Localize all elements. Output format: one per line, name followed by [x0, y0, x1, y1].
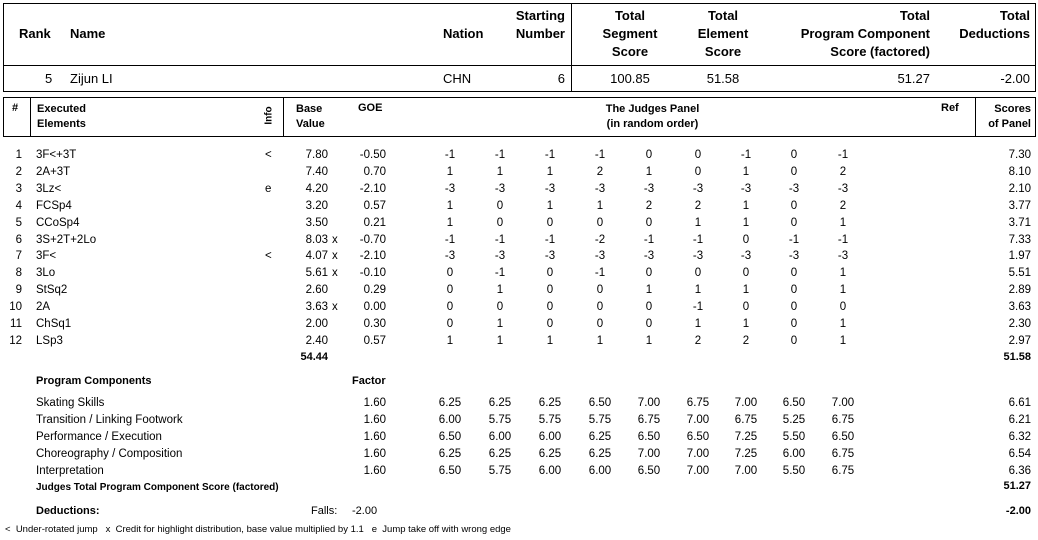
- component-factor: 1.60: [363, 430, 386, 443]
- header-total-segment-score: Total Segment Score: [602, 8, 658, 59]
- element-panel-score: 5.51: [1008, 267, 1031, 280]
- element-goe: 0.57: [363, 199, 386, 212]
- element-panel-score: 3.71: [1008, 216, 1031, 229]
- judge-score: -1: [788, 233, 800, 246]
- judge-score: -1: [740, 149, 752, 161]
- skater-nation: CHN: [443, 71, 472, 86]
- judge-score: 0: [790, 216, 798, 229]
- judge-score: 0: [790, 334, 798, 347]
- judge-score: 0: [645, 301, 653, 314]
- element-base-value: 7.40: [305, 165, 328, 178]
- element-base-value: 3.50: [305, 216, 328, 229]
- element-number: 3: [15, 182, 22, 195]
- judge-score: 0: [546, 301, 554, 314]
- element-base-value: 5.61: [305, 267, 328, 280]
- judge-score: -3: [643, 250, 655, 263]
- judge-score: 1: [839, 267, 847, 280]
- element-number: 12: [9, 334, 22, 347]
- pcs-label: Judges Total Program Component Score (factored): [36, 482, 279, 493]
- header-name: Name: [70, 26, 106, 41]
- judge-score: -3: [494, 250, 506, 263]
- judge-score: 1: [694, 216, 702, 229]
- judge-score: 0: [496, 199, 504, 212]
- component-factor: 1.60: [363, 447, 386, 460]
- element-base-value: 2.00: [305, 318, 328, 330]
- element-code: 2A+3T: [36, 165, 71, 178]
- judge-score: 1: [446, 216, 454, 229]
- judge-score: -3: [444, 250, 456, 263]
- summary-divider: [3, 65, 1036, 66]
- judge-score: -1: [692, 301, 704, 314]
- judge-score: 0: [742, 301, 750, 314]
- deductions-label: Deductions:: [36, 505, 100, 517]
- judge-score: 6.50: [588, 397, 612, 409]
- judge-score: -3: [837, 182, 849, 195]
- element-code: CCoSp4: [36, 216, 80, 229]
- element-goe: 0.00: [363, 301, 386, 314]
- header-rank: Rank: [19, 26, 51, 41]
- elements-score-total: 51.58: [1003, 351, 1031, 363]
- judge-score: 1: [839, 216, 847, 229]
- judge-score: -1: [594, 267, 606, 280]
- judge-score: 0: [742, 267, 750, 280]
- judge-score: 1: [446, 165, 454, 178]
- element-panel-score: 8.10: [1008, 165, 1031, 178]
- element-goe: 0.21: [363, 216, 386, 229]
- element-panel-score: 3.63: [1008, 301, 1031, 314]
- judge-score: 6.25: [438, 447, 462, 460]
- header-judges-panel: The Judges Panel (in random order): [605, 103, 700, 130]
- element-info: e: [265, 182, 272, 195]
- judge-score: 0: [446, 301, 454, 314]
- element-base-value: 3.63: [305, 301, 328, 314]
- judge-score: 6.00: [538, 464, 562, 477]
- element-panel-score: 2.97: [1008, 334, 1031, 347]
- element-info: <: [265, 250, 272, 263]
- judge-score: -1: [444, 149, 456, 161]
- judge-score: 7.25: [734, 447, 758, 460]
- judge-score: 0: [742, 233, 750, 246]
- judge-score: 1: [496, 334, 504, 347]
- judge-score: 0: [645, 318, 653, 330]
- judge-score: 0: [645, 149, 653, 161]
- total-pcs: 51.27: [897, 71, 930, 86]
- element-base-value: 2.40: [305, 334, 328, 347]
- element-panel-score: 1.97: [1008, 250, 1031, 263]
- element-number: 4: [15, 199, 22, 212]
- element-number: 1: [15, 149, 22, 161]
- judge-score: 0: [446, 318, 454, 330]
- element-base-value: 3.20: [305, 199, 328, 212]
- judge-score: 6.75: [637, 413, 661, 426]
- summary-vline: [571, 3, 572, 92]
- judge-score: -3: [594, 250, 606, 263]
- judge-score: 0: [790, 318, 798, 330]
- judge-score: 6.50: [438, 464, 462, 477]
- skater-rank: 5: [45, 71, 53, 86]
- judge-score: 5.25: [782, 413, 806, 426]
- judge-score: -1: [643, 233, 655, 246]
- component-name: Interpretation: [36, 464, 104, 477]
- judge-score: 1: [742, 165, 750, 178]
- judge-score: 0: [694, 165, 702, 178]
- judge-score: -3: [837, 250, 849, 263]
- judge-score: 6.50: [637, 430, 661, 443]
- judge-score: 1: [596, 199, 604, 212]
- element-base-value: 2.60: [305, 284, 328, 297]
- component-panel-score: 6.32: [1008, 430, 1031, 443]
- element-code: ChSq1: [36, 318, 72, 330]
- judge-score: 0: [546, 284, 554, 297]
- judge-score: -1: [594, 149, 606, 161]
- judge-score: 0: [596, 216, 604, 229]
- base-value-total: 54.44: [300, 351, 328, 363]
- judge-score: 6.75: [686, 397, 710, 409]
- component-panel-score: 6.21: [1008, 413, 1031, 426]
- judge-score: 1: [694, 284, 702, 297]
- element-panel-score: 2.30: [1008, 318, 1031, 330]
- element-code: LSp3: [36, 334, 63, 347]
- judge-score: 1: [446, 199, 454, 212]
- judge-score: 6.50: [782, 397, 806, 409]
- judge-score: 7.00: [637, 397, 661, 409]
- judge-score: 6.25: [488, 447, 512, 460]
- judge-score: 0: [790, 149, 798, 161]
- element-goe: -2.10: [359, 182, 386, 195]
- header-total-deductions: Total Deductions: [959, 8, 1030, 41]
- judge-score: 7.00: [637, 447, 661, 460]
- legend: < Under-rotated jump x Credit for highlight distribution, base value multiplied by 1.1 e Jump take off with wrong edge: [5, 524, 511, 535]
- component-name: Performance / Execution: [36, 430, 162, 443]
- judge-score: 0: [546, 216, 554, 229]
- judge-score: 6.00: [588, 464, 612, 477]
- judge-score: -1: [544, 149, 556, 161]
- total-element-score: 51.58: [706, 71, 740, 86]
- judge-score: 5.75: [488, 413, 512, 426]
- judge-score: 5.75: [588, 413, 612, 426]
- element-bv-bonus: x: [332, 301, 338, 314]
- judge-score: -1: [494, 149, 506, 161]
- element-base-value: 8.03: [305, 233, 328, 246]
- judge-score: 1: [645, 165, 653, 178]
- judge-score: 1: [645, 334, 653, 347]
- element-number: 11: [10, 318, 22, 330]
- judge-score: 1: [694, 318, 702, 330]
- judge-score: 0: [546, 318, 554, 330]
- judge-score: 6.75: [734, 413, 758, 426]
- judge-score: 1: [742, 318, 750, 330]
- judge-score: 0: [446, 284, 454, 297]
- element-base-value: 4.07: [305, 250, 328, 263]
- judge-score: 0: [496, 301, 504, 314]
- element-panel-score: 3.77: [1008, 199, 1031, 212]
- factor-header: Factor: [352, 375, 386, 387]
- judge-score: 0: [694, 267, 702, 280]
- element-number: 9: [15, 284, 22, 297]
- judge-score: 7.00: [686, 447, 710, 460]
- element-info: <: [265, 149, 272, 161]
- element-number: 6: [15, 233, 22, 246]
- judge-score: 6.75: [831, 447, 855, 460]
- element-panel-score: 2.89: [1008, 284, 1031, 297]
- element-code: 3F<: [36, 250, 57, 263]
- element-goe: 0.70: [363, 165, 386, 178]
- judge-score: 1: [496, 284, 504, 297]
- element-panel-score: 2.10: [1008, 182, 1031, 195]
- judge-score: 1: [839, 334, 847, 347]
- element-base-value: 7.80: [305, 149, 328, 161]
- skater-name: Zijun LI: [70, 71, 113, 86]
- judge-score: -1: [494, 267, 506, 280]
- judge-score: 0: [645, 267, 653, 280]
- judge-score: 6.25: [588, 430, 612, 443]
- judge-score: 6.25: [538, 397, 562, 409]
- judge-score: 6.50: [637, 464, 661, 477]
- judge-score: -1: [837, 233, 849, 246]
- header-total-element-score: Total Element Score: [697, 8, 749, 59]
- judge-score: 2: [645, 199, 653, 212]
- judge-score: 0: [790, 267, 798, 280]
- judge-score: 2: [694, 334, 702, 347]
- judge-score: -3: [544, 250, 556, 263]
- judge-score: 5.75: [538, 413, 562, 426]
- component-factor: 1.60: [363, 413, 386, 426]
- judge-score: -3: [740, 182, 752, 195]
- judge-score: 7.00: [686, 413, 710, 426]
- judge-score: 1: [839, 318, 847, 330]
- judge-score: 0: [596, 301, 604, 314]
- component-panel-score: 6.36: [1008, 464, 1031, 477]
- judge-score: 1: [546, 199, 554, 212]
- judge-score: 1: [645, 284, 653, 297]
- judge-score: -3: [594, 182, 606, 195]
- judge-score: 7.00: [734, 397, 758, 409]
- falls-label: Falls:: [311, 505, 338, 517]
- component-name: Choreography / Composition: [36, 447, 183, 460]
- judge-score: 1: [596, 334, 604, 347]
- judge-score: 0: [446, 267, 454, 280]
- elements-header-box: [3, 97, 1036, 137]
- judge-score: 6.25: [588, 447, 612, 460]
- judge-score: 7.00: [686, 464, 710, 477]
- judge-score: 5.50: [782, 430, 806, 443]
- component-factor: 1.60: [363, 464, 386, 477]
- element-code: 3S+2T+2Lo: [36, 233, 97, 246]
- judge-score: 0: [596, 318, 604, 330]
- judge-score: 2: [839, 199, 847, 212]
- judge-score: 6.50: [438, 430, 462, 443]
- element-panel-score: 7.30: [1008, 149, 1031, 161]
- judge-score: 0: [790, 199, 798, 212]
- component-factor: 1.60: [363, 397, 386, 409]
- judge-score: 1: [742, 199, 750, 212]
- header-goe: GOE: [358, 102, 383, 114]
- judge-score: 2: [742, 334, 750, 347]
- element-goe: -0.10: [359, 267, 386, 280]
- element-bv-bonus: x: [332, 233, 338, 246]
- element-number: 8: [15, 267, 22, 280]
- judge-score: -3: [740, 250, 752, 263]
- element-goe: -2.10: [359, 250, 386, 263]
- judge-score: 6.50: [686, 430, 710, 443]
- element-number: 7: [15, 250, 22, 263]
- judge-score: 2: [694, 199, 702, 212]
- judge-score: 7.25: [734, 430, 758, 443]
- element-panel-score: 7.33: [1008, 233, 1031, 246]
- skater-starting-number: 6: [557, 71, 565, 86]
- judge-score: -3: [544, 182, 556, 195]
- judge-score: 0: [839, 301, 847, 314]
- judge-score: 1: [839, 284, 847, 297]
- header-info: Info: [263, 106, 275, 125]
- judge-score: -1: [494, 233, 506, 246]
- judge-score: 6.25: [488, 397, 512, 409]
- element-goe: 0.57: [363, 334, 386, 347]
- header-num: #: [12, 102, 19, 114]
- judge-score: 6.00: [438, 413, 462, 426]
- judge-score: 6.75: [831, 413, 855, 426]
- program-components-title: Program Components: [36, 375, 152, 387]
- judge-score: 1: [546, 334, 554, 347]
- judge-score: 6.25: [538, 447, 562, 460]
- judge-score: -3: [444, 182, 456, 195]
- judge-score: -1: [544, 233, 556, 246]
- judge-score: 5.50: [782, 464, 806, 477]
- element-goe: -0.70: [359, 233, 386, 246]
- deductions-total: -2.00: [1005, 505, 1031, 517]
- judge-score: 6.00: [538, 430, 562, 443]
- header-nation: Nation: [443, 26, 484, 41]
- total-deductions: -2.00: [1000, 71, 1030, 86]
- judge-score: 5.75: [488, 464, 512, 477]
- total-segment-score: 100.85: [610, 71, 650, 86]
- judge-score: 2: [596, 165, 604, 178]
- element-code: 3Lz<: [36, 182, 62, 195]
- judge-score: 1: [496, 165, 504, 178]
- header-ref: Ref: [941, 102, 959, 114]
- header-starting-number: Starting Number: [515, 8, 565, 41]
- element-code: 3Lo: [36, 267, 56, 280]
- judge-score: 6.00: [488, 430, 512, 443]
- judge-score: 0: [596, 284, 604, 297]
- header-base-value: Base Value: [296, 103, 325, 130]
- header-scores-of-panel: Scores of Panel: [988, 103, 1031, 130]
- judge-score: -3: [692, 250, 704, 263]
- element-bv-bonus: x: [332, 267, 338, 280]
- judge-score: 0: [546, 267, 554, 280]
- falls-value: -2.00: [352, 505, 378, 517]
- judge-score: 1: [496, 318, 504, 330]
- judge-score: 1: [546, 165, 554, 178]
- element-goe: 0.30: [363, 318, 386, 330]
- judge-score: 0: [790, 284, 798, 297]
- judge-score: 7.00: [734, 464, 758, 477]
- judge-score: 6.75: [831, 464, 855, 477]
- judge-score: 1: [446, 334, 454, 347]
- judge-score: 6.25: [438, 397, 462, 409]
- judge-score: -2: [594, 233, 606, 246]
- judge-score: -3: [494, 182, 506, 195]
- element-goe: 0.29: [363, 284, 386, 297]
- judge-score: 0: [645, 216, 653, 229]
- judge-score: 2: [839, 165, 847, 178]
- judge-score: 1: [742, 216, 750, 229]
- element-code: StSq2: [36, 284, 68, 297]
- element-goe: -0.50: [359, 149, 386, 161]
- judge-score: -1: [692, 233, 704, 246]
- judge-score: 0: [694, 149, 702, 161]
- judge-score: 0: [496, 216, 504, 229]
- judge-score: -3: [788, 182, 800, 195]
- judge-score: 1: [742, 284, 750, 297]
- judge-score: 7.00: [831, 397, 855, 409]
- header-executed-elements: Executed Elements: [37, 103, 86, 130]
- judge-score: -1: [837, 149, 849, 161]
- judge-score: -3: [788, 250, 800, 263]
- element-number: 10: [9, 301, 22, 314]
- judge-score: 6.50: [831, 430, 855, 443]
- element-code: 3F<+3T: [36, 149, 77, 161]
- pcs-total: 51.27: [1003, 480, 1031, 492]
- element-number: 2: [15, 165, 22, 178]
- judge-score: -3: [643, 182, 655, 195]
- element-base-value: 4.20: [305, 182, 328, 195]
- header-total-pcs: Total Program Component Score (factored): [800, 8, 930, 59]
- element-code: FCSp4: [36, 199, 72, 212]
- element-number: 5: [15, 216, 22, 229]
- judge-score: 6.00: [782, 447, 806, 460]
- component-name: Skating Skills: [36, 397, 105, 409]
- element-bv-bonus: x: [332, 250, 338, 263]
- component-panel-score: 6.54: [1008, 447, 1031, 460]
- element-code: 2A: [36, 301, 51, 314]
- component-name: Transition / Linking Footwork: [36, 413, 183, 426]
- judge-score: 0: [790, 165, 798, 178]
- judge-score: -1: [444, 233, 456, 246]
- component-panel-score: 6.61: [1008, 397, 1031, 409]
- judge-score: 0: [790, 301, 798, 314]
- judge-score: -3: [692, 182, 704, 195]
